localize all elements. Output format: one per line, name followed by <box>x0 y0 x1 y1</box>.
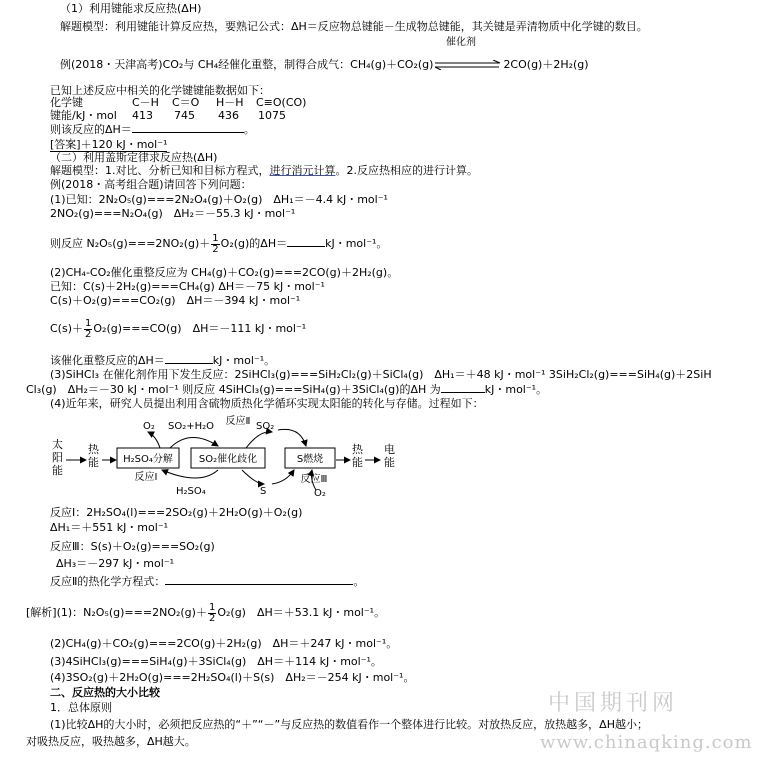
flow-arrow <box>272 470 294 484</box>
answer-blank <box>132 122 244 133</box>
answer-line: [答案]＋120 kJ・mol⁻¹ <box>50 138 168 151</box>
energy-cell: 413 <box>132 109 153 122</box>
flow-arrow <box>162 470 218 478</box>
one-half-fraction <box>208 603 216 624</box>
electric-energy: 能 <box>384 456 395 469</box>
flow-arrow <box>246 432 272 448</box>
known-co2-formation: C(s)＋O₂(g)===CO₂(g) ΔH＝－394 kJ・mol⁻¹ <box>50 294 301 307</box>
delta-h-question: 则该反应的ΔH＝ 。 <box>50 123 255 136</box>
flow-arrow <box>278 429 306 446</box>
fraction-numerator: 1 <box>208 601 216 613</box>
question-2-delta-h <box>50 353 275 367</box>
heat-energy-right: 能 <box>352 456 363 469</box>
question-1-end: kJ・mol⁻¹。 <box>325 237 388 250</box>
electric-energy: 电 <box>384 443 395 456</box>
known-co-end: O₂(g)===CO(g) ΔH＝－111 kJ・mol⁻¹ <box>93 322 307 335</box>
flow-arrow <box>148 432 160 448</box>
reaction-3-equation: 反应Ⅲ：S(s)＋O₂(g)===SO₂(g) <box>50 540 215 553</box>
answer-blank <box>441 382 485 393</box>
analysis-1-end: O₂(g) ΔH＝＋53.1 kJ・mol⁻¹。 <box>217 606 386 619</box>
analysis-1-start: [解析](1)：N₂O₅(g)===2NO₂(g)＋ <box>26 606 207 619</box>
so2-h2o-label: SO₂+H₂O <box>168 421 215 432</box>
known-co-formation <box>50 318 306 340</box>
hess-model-start: 解题模型：1.对比、分析已知和目标方程式， <box>50 164 270 177</box>
question-3-start: Cl₃(g) ΔH₂＝－30 kJ・mol⁻¹ 则反应 4SiHCl₃(g)===SiH₄(g)＋3SiCl₄(g)的ΔH 为 <box>26 383 441 396</box>
example-2018-tianjin-end: 2CO(g)＋2H₂(g) <box>503 58 589 71</box>
watermark-url: www.chinaqking.com <box>540 732 753 753</box>
analysis-2: (2)CH₄(g)＋CO₂(g)===2CO(g)＋2H₂(g) ΔH＝＋247 kJ・mol⁻¹。 <box>50 637 398 650</box>
reaction-2-label: 反应Ⅱ <box>225 416 251 427</box>
heat-energy-left: 能 <box>88 456 99 469</box>
equation-1-no2: 2NO₂(g)===N₂O₄(g) ΔH₂＝－55.3 kJ・mol⁻¹ <box>50 207 296 220</box>
analysis-4: (4)3SO₂(g)＋2H₂O(g)===2H₂SO₄(l)＋S(s) ΔH₂＝－254 kJ・mol⁻¹。 <box>50 671 415 684</box>
example-2018-tianjin <box>60 58 589 71</box>
bond-cell: C＝O <box>172 96 200 109</box>
so2-top-label: SO₂ <box>256 421 275 432</box>
watermark-cn: 中国期刊网 <box>548 691 679 716</box>
energy-cell: 745 <box>174 109 195 122</box>
reaction-1-equation: 反应Ⅰ：2H₂SO₄(l)===2SO₂(g)＋2H₂O(g)＋O₂(g) <box>50 506 303 519</box>
s-label: S <box>260 486 267 497</box>
heat-energy-left: 热 <box>88 443 99 456</box>
question-1 <box>50 233 387 255</box>
o2-bottom-label: O₂ <box>314 488 326 499</box>
double-arrow-icon <box>433 60 503 70</box>
question-1-mid: O₂(g)的ΔH＝ <box>220 237 288 250</box>
question-2-reforming: (2)CH₄-CO₂催化重整反应为 CH₄(g)＋CO₂(g)===2CO(g)＋2H₂(g)。 <box>50 266 399 279</box>
question-3-end: kJ・mol⁻¹。 <box>484 383 548 396</box>
solar-energy-char: 能 <box>52 464 63 477</box>
analysis-3: (3)4SiHCl₃(g)===SiH₄(g)＋3SiCl₄(g) ΔH＝＋114 kJ・mol⁻¹。 <box>50 655 382 668</box>
flow-arrow <box>242 470 264 484</box>
solar-energy-char: 太 <box>52 438 63 451</box>
reaction-3-label: 反应Ⅲ <box>300 474 328 485</box>
section-heading-comparison: 二、反应热的大小比较 <box>50 686 160 699</box>
reaction-1-label: 反应Ⅰ <box>134 472 158 483</box>
section-heading-bond-energy: （1）利用键能求反应热(ΔH) <box>60 2 202 15</box>
answer-blank <box>287 236 325 247</box>
flow-arrow <box>170 437 218 448</box>
fraction-numerator: 1 <box>85 317 92 329</box>
general-principle-heading: 1．总体原则 <box>50 701 112 714</box>
hess-model-end: 。2.反应热相应的进行计算。 <box>335 164 478 177</box>
bond-cell: C－H <box>132 96 159 109</box>
solar-energy-char: 阳 <box>52 451 63 464</box>
heat-energy-right: 热 <box>352 443 363 456</box>
question-2-start: 该催化重整反应的ΔH＝ <box>50 354 165 367</box>
reaction-2-question-text: 反应Ⅱ的热化学方程式： <box>50 575 166 588</box>
one-half-fraction <box>84 319 92 340</box>
equation-1-n2o5: (1)已知：2N₂O₅(g)===2N₂O₄(g)＋O₂(g) ΔH₁＝－4.4 kJ・mol⁻¹ <box>50 193 388 206</box>
sulfur-cycle-diagram <box>50 412 410 506</box>
reaction-1-delta-h: ΔH₁＝＋551 kJ・mol⁻¹ <box>50 521 169 534</box>
analysis-1 <box>26 602 385 624</box>
example-2018-combined: 例(2018・高考组合题)请回答下列问题： <box>50 178 252 191</box>
example-2018-tianjin-start: 例(2018・天津高考)CO₂与 CH₄经催化重整，制得合成气：CH₄(g)＋CO₂(g) <box>60 58 434 71</box>
reaction-3-delta-h: ΔH₃＝－297 kJ・mol⁻¹ <box>56 557 175 570</box>
energy-cell: 键能/kJ・mol <box>50 109 117 122</box>
h2so4-label: H₂SO₄ <box>176 486 206 497</box>
answer-blank <box>165 353 213 364</box>
question-4-intro: (4)近年来，研究人员提出利用含硫物质热化学循环实现太阳能的转化与存储。过程如下： <box>50 397 484 410</box>
delta-h-question-text: 则该反应的ΔH＝ <box>50 123 132 136</box>
fraction-denominator: 2 <box>85 328 92 340</box>
fraction-numerator: 1 <box>212 232 219 244</box>
known-bond-data-intro: 已知上述反应中相关的化学键键能数据如下： <box>50 84 270 97</box>
box-so2-label: SO₂催化歧化 <box>198 454 258 465</box>
question-2-end: kJ・mol⁻¹。 <box>212 354 276 367</box>
principle-text-2: 对吸热反应，吸热越多，ΔH越大。 <box>26 735 196 748</box>
energy-cell: 1075 <box>258 109 286 122</box>
o2-top-label: O₂ <box>143 421 155 432</box>
bond-cell: C≡O(CO) <box>256 96 307 109</box>
energy-cell: 436 <box>218 109 239 122</box>
known-ch4-formation: 已知：C(s)＋2H₂(g)===CH₄(g) ΔH＝－75 kJ・mol⁻¹ <box>50 280 325 293</box>
hess-model-text <box>50 164 478 177</box>
section-heading-hess-law: （二）利用盖斯定律求反应热(ΔH) <box>50 151 218 164</box>
equilibrium-arrow <box>433 60 503 70</box>
elimination-link[interactable]: 进行消元计算 <box>269 164 336 177</box>
question-3-sihcl3: (3)SiHCl₃ 在催化剂作用下发生反应：2SiHCl₃(g)===SiH₂Cl₂(g)＋SiCl₄(g) ΔH₁＝＋48 kJ・mol⁻¹ 3SiH₂Cl₂(g)===SiH₄(g)＋2SiH <box>50 368 712 381</box>
question-1-start: 则反应 N₂O₅(g)===2NO₂(g)＋ <box>50 237 211 250</box>
box-sulfur-label: S燃烧 <box>296 454 324 465</box>
reaction-2-question: 反应Ⅱ的热化学方程式： 。 <box>50 575 365 588</box>
solution-model-text: 解题模型：利用键能计算反应热，要熟记公式：ΔH＝反应物总键能－生成物总键能，其关键是弄清物质中化学键的数目。 <box>60 20 648 33</box>
box-h2so4-label: H₂SO₄分解 <box>123 454 173 465</box>
fraction-denominator: 2 <box>208 612 216 624</box>
bond-cell: H－H <box>216 96 244 109</box>
answer-blank <box>165 574 353 585</box>
fraction-denominator: 2 <box>212 243 219 255</box>
question-3-continued <box>26 382 547 396</box>
one-half-fraction <box>211 234 219 255</box>
known-co-start: C(s)＋ <box>50 322 83 335</box>
principle-text-1: (1)比较ΔH的大小时，必须把反应热的“＋”“－”与反应热的数值看作一个整体进行比较。对放热反应，放热越多，ΔH越小； <box>50 718 648 731</box>
catalyst-label: 催化剂 <box>446 37 476 48</box>
bond-cell: 化学键 <box>50 96 83 109</box>
